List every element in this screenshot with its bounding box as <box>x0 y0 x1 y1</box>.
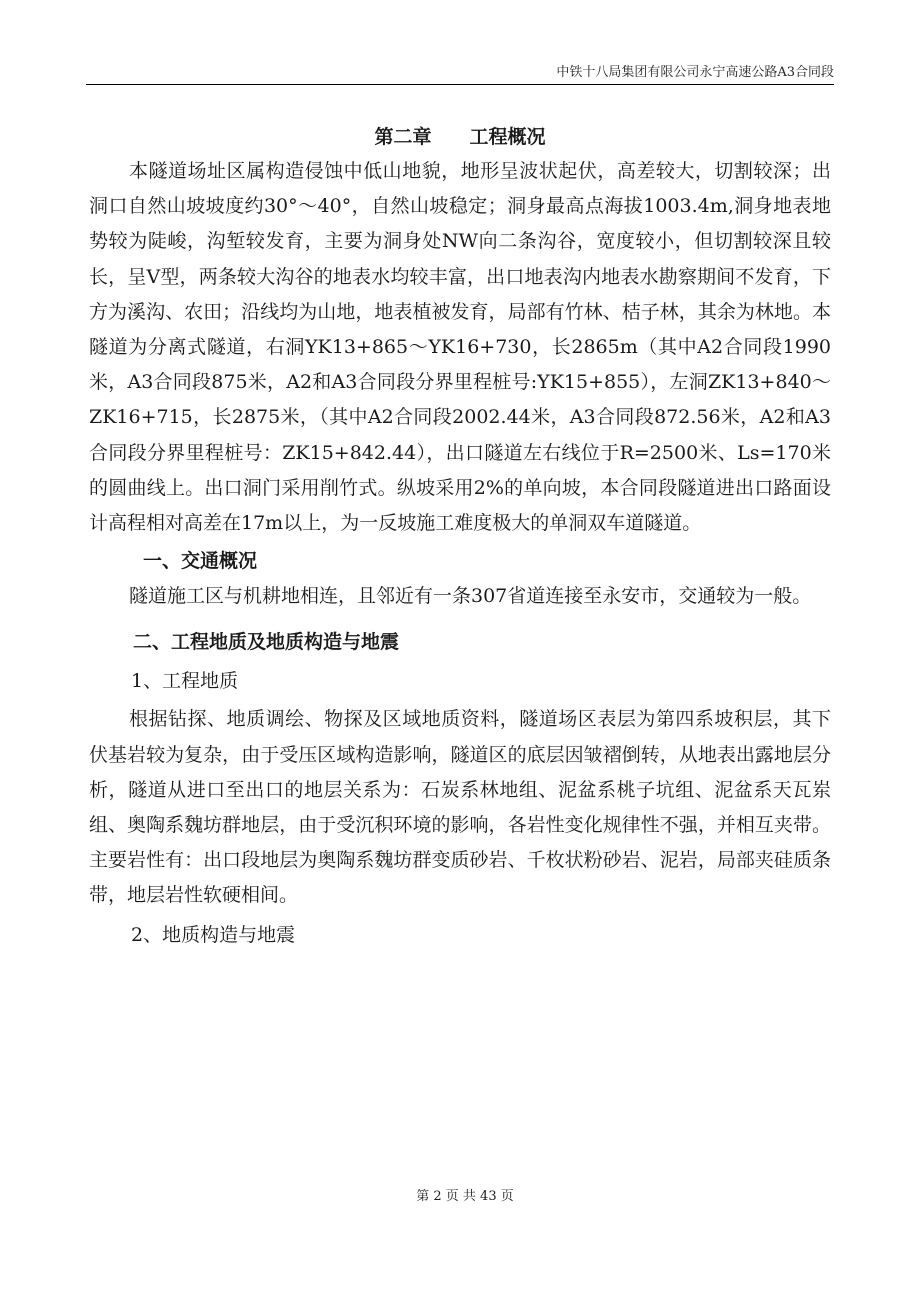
header-company-text: 中铁十八局集团有限公司永宁高速公路A3合同段 <box>556 65 834 80</box>
page-number-footer: 第 2 页 共 43 页 <box>416 1189 514 1204</box>
section-heading-traffic: 一、交通概况 <box>143 550 258 573</box>
overview-paragraph: 本隧道场址区属构造侵蚀中低山地貌，地形呈波状起伏，高差较大，切割较深；出洞口自然山坡坡度约30°～40°，自然山坡稳定；洞身最高点海拔1003.4m,洞身地表地势较为陡峻，沟堑较发育，主要为洞身处NW向二条沟谷，宽度较小，但切割较深且较长，呈V型，两条较大沟谷的地表水均较丰富，出口地表沟内地表水勘察期间不发育，下方为溪沟、农田；沿线均为山地，地表植被发育，局部有竹林、桔子林，其余为林地。本隧道为分离式隧道，右洞YK13+865～YK16+730，长2865m（其中A2合同段1990米，A3合同段875米，A2和A3合同段分界里程桩号:YK15+855），左洞ZK13+840～ZK16+715，长2875米，（其中A2合同段2002.44米，A3合同段872.56米，A2和A3合同段分界里程桩号：ZK15+842.44），出口隧道左右线位于R=2500米、Ls=170米的圆曲线上。出口洞门采用削竹式。纵坡采用2%的单向坡，本合同段隧道进出口路面设计高程相对高差在17m以上，为一反坡施工难度极大的单洞双车道隧道。 <box>89 160 831 535</box>
section-heading-geology: 二、工程地质及地质构造与地震 <box>133 631 400 654</box>
document-body <box>89 124 831 956</box>
traffic-paragraph: 隧道施工区与机耕地相连，且邻近有一条307省道连接至永安市，交通较为一般。 <box>129 585 812 608</box>
page-header <box>86 64 834 85</box>
subsection-heading-structure-earthquake: 2、地质构造与地震 <box>131 923 296 946</box>
subsection-heading-engineering-geology: 1、工程地质 <box>131 670 239 693</box>
geology-paragraph: 根据钻探、地质调绘、物探及区域地质资料，隧道场区表层为第四系坡积层，其下伏基岩较为复杂，由于受压区域构造影响，隧道区的底层因皱褶倒转，从地表出露地层分析，隧道从进口至出口的地层关系为：石炭系林地组、泥盆系桃子坑组、泥盆系天瓦岽组、奥陶系魏坊群地层，由于受沉积环境的影响，各岩性变化规律性不强，并相互夹带。主要岩性有：出口段地层为奥陶系魏坊群变质砂岩、千枚状粉砂岩、泥岩，局部夹硅质条带，地层岩性软硬相间。 <box>89 708 831 907</box>
chapter-title: 第二章 工程概况 <box>374 126 546 148</box>
